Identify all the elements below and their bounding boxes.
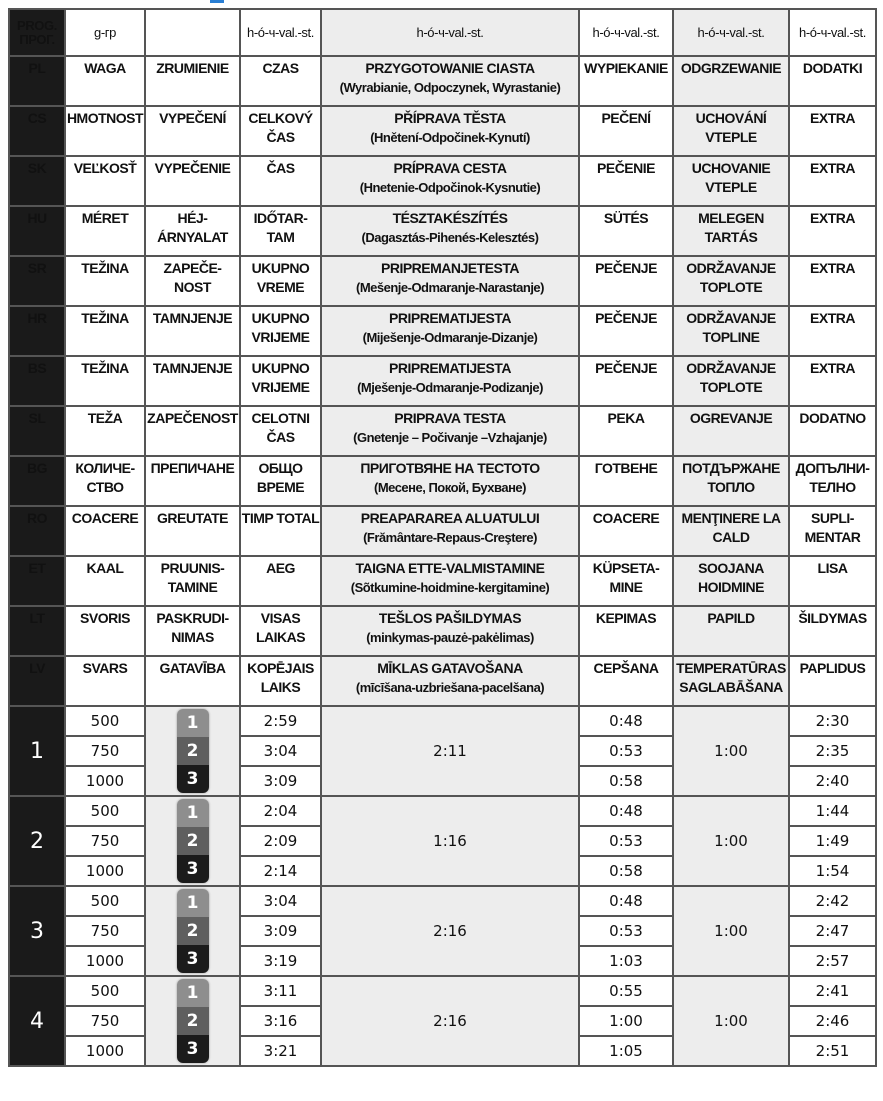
preparation-steps: (Месене, Покой, Бухване) [373, 480, 526, 495]
baking-label: PEČENIE [579, 156, 673, 206]
browning-label: HÉJ- ÁRNYALAT [145, 206, 240, 256]
browning-level-icon [177, 799, 209, 883]
preparation-title: TÉSZTAKÉSZÍTÉS [392, 210, 508, 226]
browning-level-cell [145, 706, 240, 796]
baking-label: ГОТВЕНЕ [579, 456, 673, 506]
browning-level-icon [177, 709, 209, 793]
extra-label: LISA [789, 556, 876, 606]
keep-warm-label: PAPILD [673, 606, 789, 656]
prog-label-line1: PROG. [17, 17, 57, 33]
total-time-label: VISAS LAIKAS [240, 606, 321, 656]
weight-label: SVARS [65, 656, 145, 706]
baking-label: PEČENJE [579, 256, 673, 306]
preparation-steps: (Wyrabianie, Odpoczynek, Wyrastanie) [339, 80, 561, 95]
preparation-label [321, 156, 579, 206]
preparation-steps: (Mešenje-Odmaranje-Narastanje) [355, 280, 544, 295]
baking-unit: h-ó-ч-val.-st. [579, 9, 673, 56]
keep-warm-label: SOOJANA HOIDMINE [673, 556, 789, 606]
language-code: PL [9, 56, 65, 106]
program-number: 1 [9, 706, 65, 796]
total-time-label: UKUPNO VRIJEME [240, 356, 321, 406]
total-time-value: 3:16 [240, 1006, 321, 1036]
language-code: BS [9, 356, 65, 406]
extra-label: PAPLIDUS [789, 656, 876, 706]
language-code: BG [9, 456, 65, 506]
extra-time: 2:57 [789, 946, 876, 976]
total-time-unit: h-ó-ч-val.-st. [240, 9, 321, 56]
weight-label: WAGA [65, 56, 145, 106]
preparation-title: PRZYGOTOWANIE CIASTA [365, 60, 535, 76]
language-row [9, 106, 876, 156]
baking-time: 0:53 [579, 916, 673, 946]
extra-label: EXTRA [789, 206, 876, 256]
program-row [9, 886, 876, 916]
preparation-title: ПРИГОТВЯНЕ НА ТЕСТОТО [360, 460, 540, 476]
browning-label: ZAPEČE- NOST [145, 256, 240, 306]
preparation-steps: (Miješenje-Odmaranje-Dizanje) [362, 330, 538, 345]
weight-label: VEĽKOSŤ [65, 156, 145, 206]
baking-label: PEČENJE [579, 306, 673, 356]
total-time-value: 3:19 [240, 946, 321, 976]
extra-label: ŠILDYMAS [789, 606, 876, 656]
weight-value: 500 [65, 886, 145, 916]
preparation-steps: (Dagasztás-Pihenés-Kelesztés) [361, 230, 539, 245]
total-time-label: ČAS [240, 156, 321, 206]
total-time-label: UKUPNO VREME [240, 256, 321, 306]
browning-label: GATAVĪBA [145, 656, 240, 706]
browning-label: TAMNJENJE [145, 306, 240, 356]
browning-level-icon [177, 889, 209, 973]
keep-warm-label: ODGRZEWANIE [673, 56, 789, 106]
total-time-label: TIMP TOTAL [240, 506, 321, 556]
preparation-time: 1:16 [321, 796, 579, 886]
keep-warm-label: ODRŽAVANJE TOPLOTE [673, 256, 789, 306]
extra-label: EXTRA [789, 356, 876, 406]
total-time-value: 3:21 [240, 1036, 321, 1066]
preparation-steps: (Mješenje-Odmaranje-Podizanje) [357, 380, 543, 395]
browning-label: ПРЕПИЧАНЕ [145, 456, 240, 506]
preparation-steps: (Hnetenie-Odpočinok-Kysnutie) [359, 180, 541, 195]
preparation-label [321, 306, 579, 356]
weight-value: 500 [65, 796, 145, 826]
baking-label: CEPŠANA [579, 656, 673, 706]
weight-unit: g-гр [65, 9, 145, 56]
extra-label: DODATKI [789, 56, 876, 106]
baking-label: PEČENJE [579, 356, 673, 406]
preparation-title: PREAPARAREA ALUATULUI [360, 510, 540, 526]
browning-label: TAMNJENJE [145, 356, 240, 406]
keep-warm-label: UCHOVÁNÍ VTEPLE [673, 106, 789, 156]
weight-label: TEŽA [65, 406, 145, 456]
browning-level-3: 3 [177, 765, 209, 793]
preparation-title: MĪKLAS GATAVOŠANA [377, 660, 523, 676]
keep-warm-label: ODRŽAVANJE TOPLOTE [673, 356, 789, 406]
weight-label: TEŽINA [65, 306, 145, 356]
keep-warm-time: 1:00 [673, 706, 789, 796]
preparation-label [321, 606, 579, 656]
total-time-value: 3:11 [240, 976, 321, 1006]
browning-level-1: 1 [177, 709, 209, 737]
weight-value: 750 [65, 916, 145, 946]
total-time-value: 3:04 [240, 886, 321, 916]
language-code: HR [9, 306, 65, 356]
language-row [9, 606, 876, 656]
language-row [9, 306, 876, 356]
language-code: SK [9, 156, 65, 206]
language-code: HU [9, 206, 65, 256]
preparation-title: PRÍPRAVA CESTA [393, 160, 507, 176]
language-row [9, 656, 876, 706]
total-time-value: 2:14 [240, 856, 321, 886]
keep-warm-label: MELEGEN TARTÁS [673, 206, 789, 256]
browning-level-2: 2 [177, 737, 209, 765]
total-time-value: 3:09 [240, 916, 321, 946]
preparation-title: PRIPREMATIJESTA [389, 310, 511, 326]
total-time-label: UKUPNO VRIJEME [240, 306, 321, 356]
preparation-title: PRIPREMATIJESTA [389, 360, 511, 376]
baking-label: KEPIMAS [579, 606, 673, 656]
keep-warm-time: 1:00 [673, 886, 789, 976]
program-number: 4 [9, 976, 65, 1066]
extra-label: SUPLI- MENTAR [789, 506, 876, 556]
browning-level-1: 1 [177, 889, 209, 917]
browning-level-3: 3 [177, 945, 209, 973]
browning-label: VYPEČENIE [145, 156, 240, 206]
total-time-label: CELKOVÝ ČAS [240, 106, 321, 156]
language-row [9, 556, 876, 606]
program-number: 3 [9, 886, 65, 976]
baking-time: 0:53 [579, 826, 673, 856]
weight-label: TEŽINA [65, 256, 145, 306]
weight-label: SVORIS [65, 606, 145, 656]
total-time-value: 3:09 [240, 766, 321, 796]
baking-time: 0:53 [579, 736, 673, 766]
preparation-unit: h-ó-ч-val.-st. [321, 9, 579, 56]
browning-label: ZRUMIENIE [145, 56, 240, 106]
extra-time: 1:54 [789, 856, 876, 886]
baking-time: 1:05 [579, 1036, 673, 1066]
baking-time: 0:55 [579, 976, 673, 1006]
extra-label: EXTRA [789, 106, 876, 156]
total-time-label: ОБЩО ВРЕМЕ [240, 456, 321, 506]
language-row [9, 506, 876, 556]
total-time-label: AEG [240, 556, 321, 606]
preparation-label [321, 356, 579, 406]
browning-level-1: 1 [177, 799, 209, 827]
program-row [9, 706, 876, 736]
weight-value: 1000 [65, 1036, 145, 1066]
prog-label-cell [9, 9, 65, 56]
preparation-title: TEŠLOS PAŠILDYMAS [378, 610, 522, 626]
weight-value: 500 [65, 706, 145, 736]
language-code: CS [9, 106, 65, 156]
keep-warm-label: OGREVANJE [673, 406, 789, 456]
baking-label: PEČENÍ [579, 106, 673, 156]
preparation-time: 2:16 [321, 976, 579, 1066]
extra-label: EXTRA [789, 306, 876, 356]
program-row [9, 796, 876, 826]
preparation-title: PŘÍPRAVA TĚSTA [394, 110, 506, 126]
extra-time: 2:47 [789, 916, 876, 946]
keep-warm-label: MENŢINERE LA CALD [673, 506, 789, 556]
browning-label: ZAPEČENOST [145, 406, 240, 456]
browning-level-2: 2 [177, 1007, 209, 1035]
browning-label: PRUUNIS- TAMINE [145, 556, 240, 606]
weight-label: КОЛИЧЕ- СТВО [65, 456, 145, 506]
baking-time: 0:48 [579, 706, 673, 736]
extra-unit: h-ó-ч-val.-st. [789, 9, 876, 56]
browning-label: GREUTATE [145, 506, 240, 556]
extra-time: 2:41 [789, 976, 876, 1006]
program-table [8, 8, 877, 1067]
language-row [9, 456, 876, 506]
preparation-label [321, 56, 579, 106]
program-number: 2 [9, 796, 65, 886]
language-row [9, 256, 876, 306]
preparation-steps: (Hnětení-Odpočinek-Kynutí) [370, 130, 530, 145]
language-row [9, 206, 876, 256]
browning-level-icon [177, 979, 209, 1063]
accent-mark [210, 0, 224, 3]
total-time-value: 3:04 [240, 736, 321, 766]
browning-unit [145, 9, 240, 56]
weight-label: HMOTNOST [65, 106, 145, 156]
language-row [9, 406, 876, 456]
total-time-label: KOPĒJAIS LAIKS [240, 656, 321, 706]
language-code: ET [9, 556, 65, 606]
weight-value: 750 [65, 1006, 145, 1036]
language-row [9, 56, 876, 106]
browning-level-3: 3 [177, 855, 209, 883]
preparation-label [321, 556, 579, 606]
weight-value: 1000 [65, 946, 145, 976]
language-code: LT [9, 606, 65, 656]
weight-value: 1000 [65, 856, 145, 886]
baking-label: WYPIEKANIE [579, 56, 673, 106]
program-row [9, 976, 876, 1006]
preparation-label [321, 506, 579, 556]
preparation-label [321, 456, 579, 506]
preparation-label [321, 106, 579, 156]
weight-value: 1000 [65, 766, 145, 796]
baking-time: 0:58 [579, 856, 673, 886]
baking-time: 0:48 [579, 796, 673, 826]
language-row [9, 356, 876, 406]
preparation-title: TAIGNA ETTE-VALMISTAMINE [355, 560, 545, 576]
preparation-steps: (minkymas-pauzė-pakėlimas) [366, 630, 534, 645]
extra-label: DODATNO [789, 406, 876, 456]
keep-warm-time: 1:00 [673, 976, 789, 1066]
browning-label: VYPEČENÍ [145, 106, 240, 156]
total-time-label: IDŐTAR- TAM [240, 206, 321, 256]
extra-label: EXTRA [789, 156, 876, 206]
total-time-label: CZAS [240, 56, 321, 106]
extra-label: EXTRA [789, 256, 876, 306]
preparation-label [321, 256, 579, 306]
weight-value: 500 [65, 976, 145, 1006]
preparation-time: 2:16 [321, 886, 579, 976]
baking-label: SÜTÉS [579, 206, 673, 256]
header-row [9, 9, 876, 56]
keep-warm-label: TEMPERATŪRAS SAGLABĀŠANA [673, 656, 789, 706]
browning-label: PASKRUDI- NIMAS [145, 606, 240, 656]
baking-label: PEKA [579, 406, 673, 456]
weight-label: TEŽINA [65, 356, 145, 406]
keep-warm-label: UCHOVANIE VTEPLE [673, 156, 789, 206]
browning-level-2: 2 [177, 917, 209, 945]
total-time-value: 2:04 [240, 796, 321, 826]
keep-warm-label: ПОТДЪРЖАНЕ ТОПЛО [673, 456, 789, 506]
baking-label: COACERE [579, 506, 673, 556]
preparation-title: PRIPREMANJETESTA [381, 260, 519, 276]
language-code: SR [9, 256, 65, 306]
browning-level-cell [145, 976, 240, 1066]
weight-value: 750 [65, 736, 145, 766]
extra-time: 2:40 [789, 766, 876, 796]
total-time-value: 2:09 [240, 826, 321, 856]
extra-label: ДОПЪЛНИ- ТЕЛНО [789, 456, 876, 506]
total-time-label: CELOTNI ČAS [240, 406, 321, 456]
baking-time: 1:03 [579, 946, 673, 976]
baking-time: 0:48 [579, 886, 673, 916]
keep-warm-unit: h-ó-ч-val.-st. [673, 9, 789, 56]
weight-label: KAAL [65, 556, 145, 606]
preparation-label [321, 656, 579, 706]
baking-label: KÜPSETA- MINE [579, 556, 673, 606]
preparation-steps: (Sõtkumine-hoidmine-kergitamine) [350, 580, 550, 595]
baking-time: 1:00 [579, 1006, 673, 1036]
preparation-steps: (mīcīšana-uzbriešana-pacelšana) [355, 680, 545, 695]
language-row [9, 156, 876, 206]
preparation-label [321, 206, 579, 256]
preparation-time: 2:11 [321, 706, 579, 796]
baking-time: 0:58 [579, 766, 673, 796]
browning-level-cell [145, 886, 240, 976]
extra-time: 2:46 [789, 1006, 876, 1036]
keep-warm-label: ODRŽAVANJE TOPLINE [673, 306, 789, 356]
language-code: LV [9, 656, 65, 706]
browning-level-3: 3 [177, 1035, 209, 1063]
preparation-title: PRIPRAVA TESTA [394, 410, 506, 426]
prog-label-line2: ПРОГ. [19, 31, 55, 47]
browning-level-cell [145, 796, 240, 886]
language-code: RO [9, 506, 65, 556]
weight-label: MÉRET [65, 206, 145, 256]
extra-time: 2:51 [789, 1036, 876, 1066]
weight-label: COACERE [65, 506, 145, 556]
browning-level-2: 2 [177, 827, 209, 855]
extra-time: 1:44 [789, 796, 876, 826]
top-border [0, 0, 883, 8]
total-time-value: 2:59 [240, 706, 321, 736]
extra-time: 1:49 [789, 826, 876, 856]
language-code: SL [9, 406, 65, 456]
browning-level-1: 1 [177, 979, 209, 1007]
extra-time: 2:35 [789, 736, 876, 766]
extra-time: 2:42 [789, 886, 876, 916]
preparation-steps: (Frământare-Repaus-Creştere) [363, 530, 537, 545]
weight-value: 750 [65, 826, 145, 856]
keep-warm-time: 1:00 [673, 796, 789, 886]
preparation-steps: (Gnetenje – Počivanje –Vzhajanje) [353, 430, 547, 445]
extra-time: 2:30 [789, 706, 876, 736]
preparation-label [321, 406, 579, 456]
